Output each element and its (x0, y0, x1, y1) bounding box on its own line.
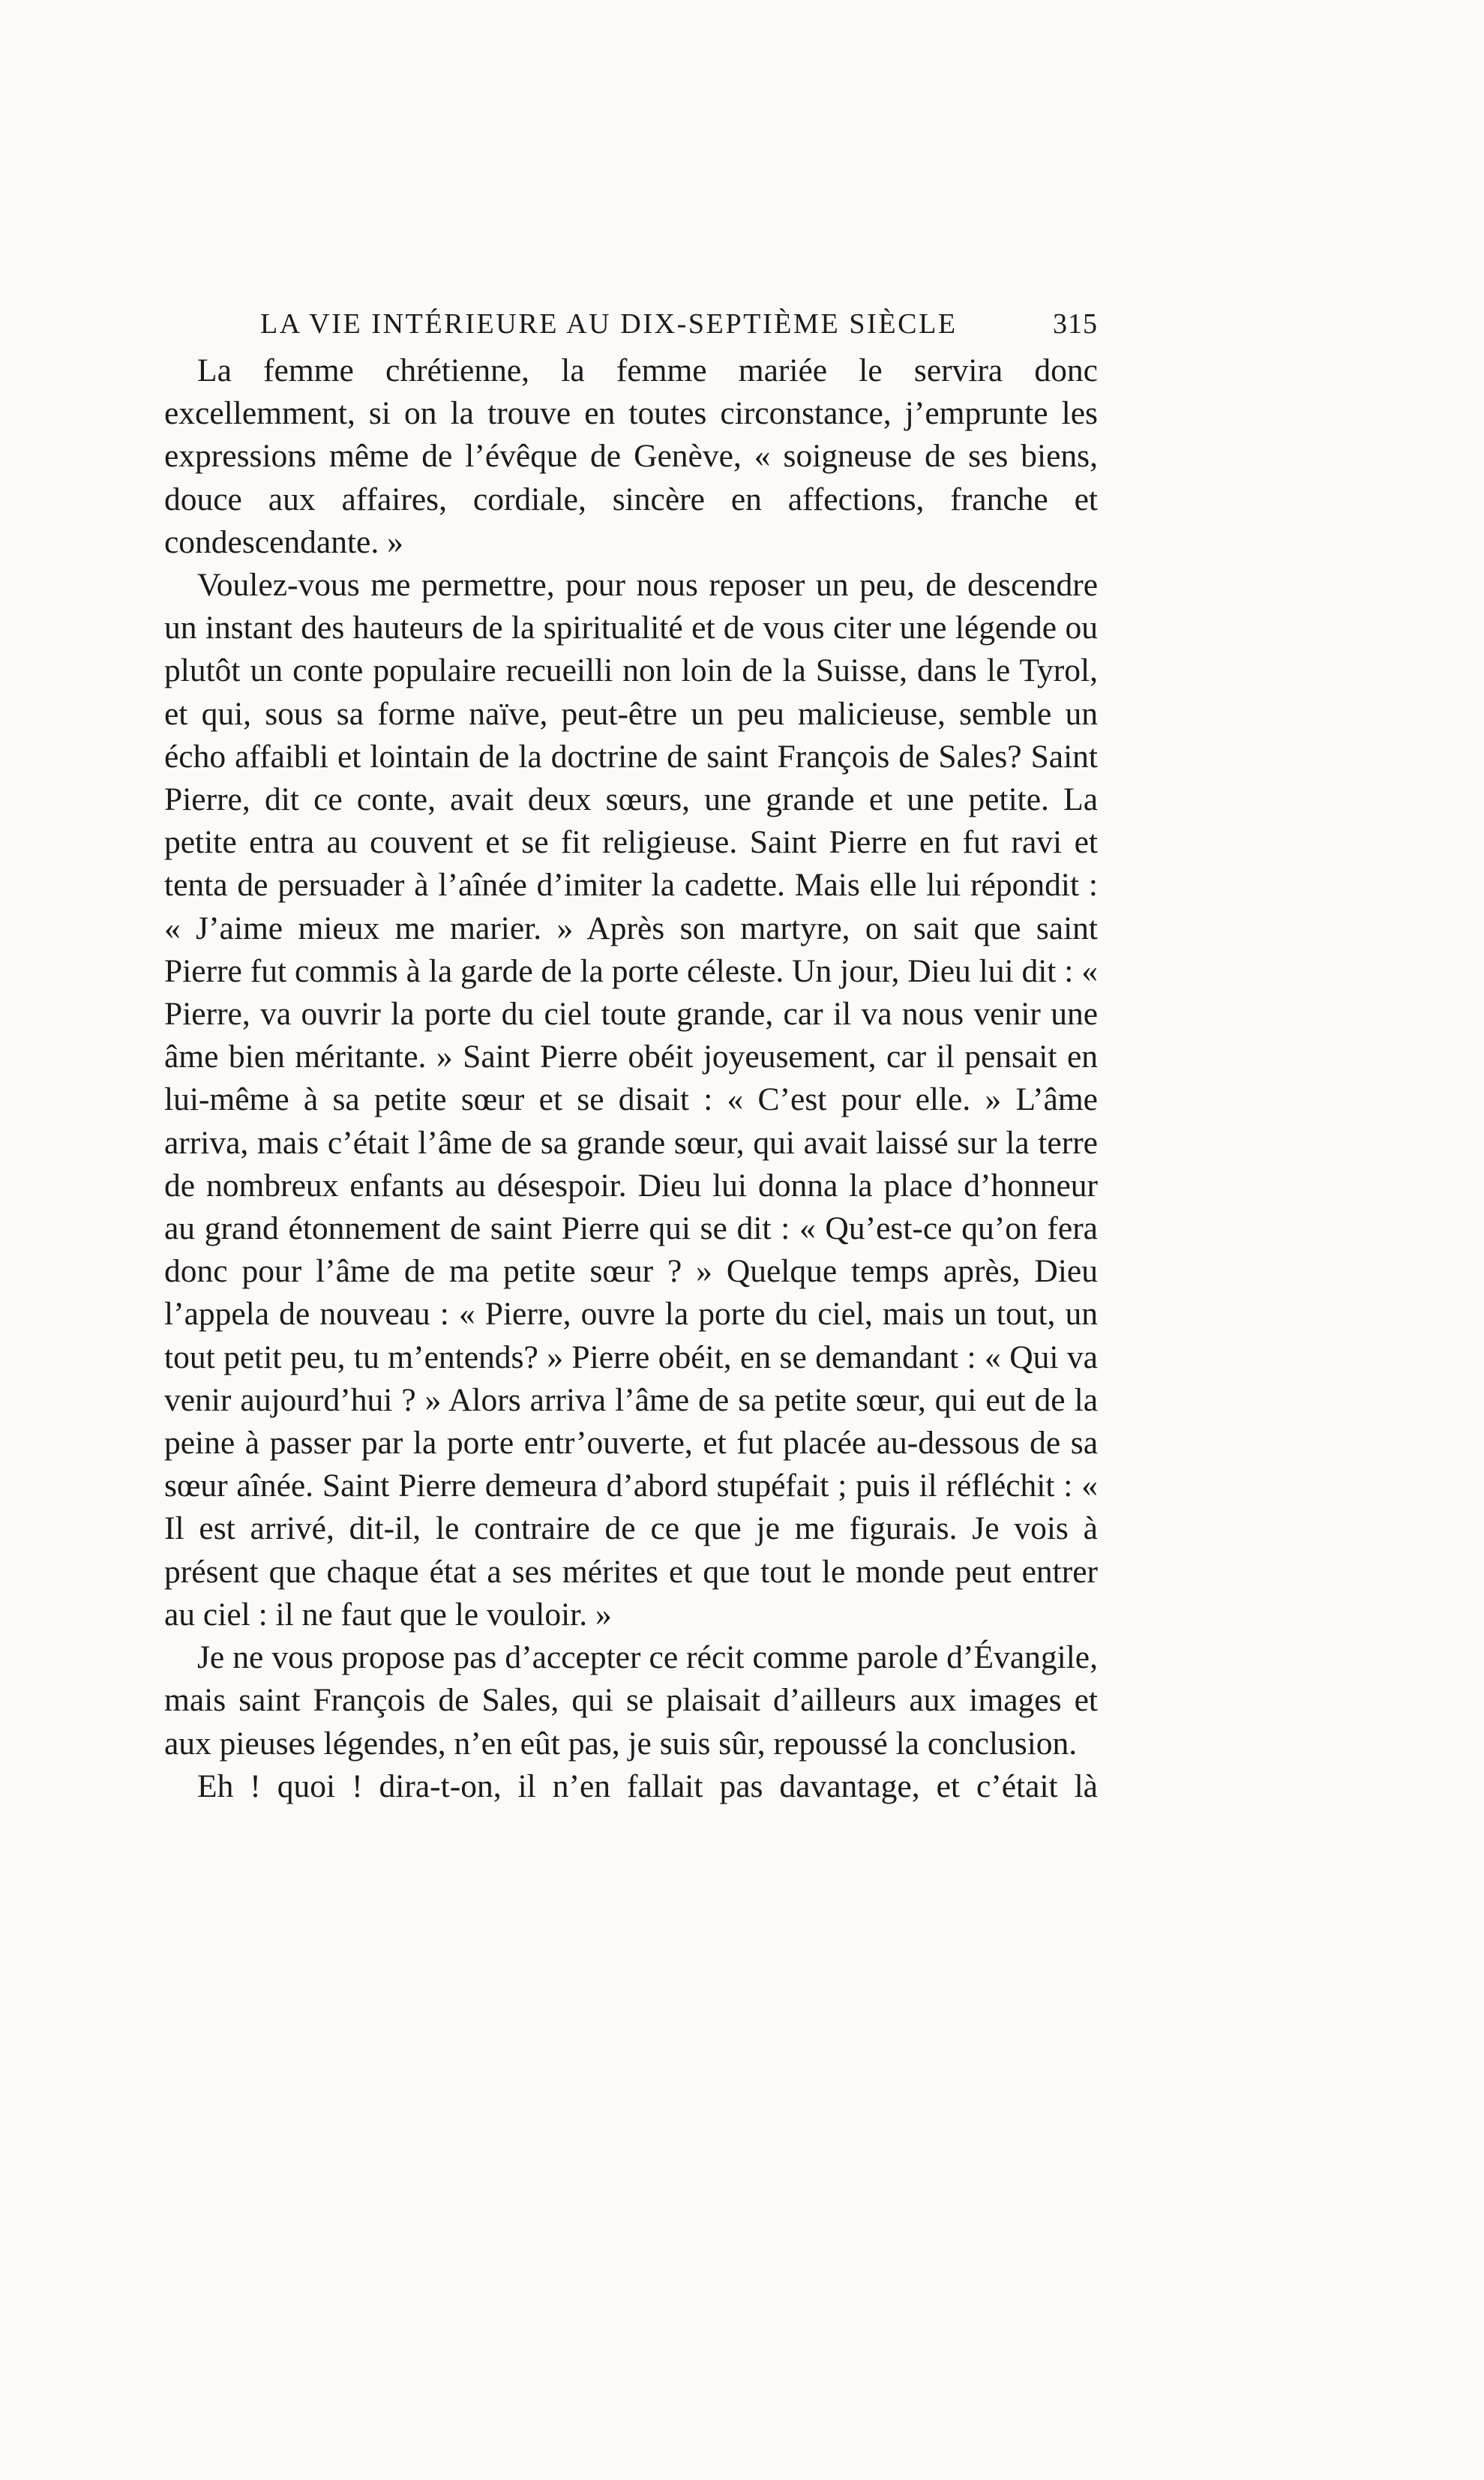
book-page (164, 307, 1098, 1808)
paragraph: Voulez-vous me permettre, pour nous reposer un peu, de descendre un instant des hauteurs de la spiritualité et de vous citer une légende ou plutôt un conte populaire recueilli non loin de la Suisse, dans le Tyrol, et qui, sous sa forme naïve, peut-être un peu malicieuse, semble un écho affaibli et lointain de la doctrine de saint François de Sales? Saint Pierre, dit ce conte, avait deux sœurs, une grande et une petite. La petite entra au couvent et se fit religieuse. Saint Pierre en fut ravi et tenta de persuader à l’aînée d’imiter la cadette. Mais elle lui répondit : « J’aime mieux me marier. » Après son martyre, on sait que saint Pierre fut commis à la garde de la porte céleste. Un jour, Dieu lui dit : « Pierre, va ouvrir la porte du ciel toute grande, car il va nous venir une âme bien méritante. » Saint Pierre obéit joyeusement, car il pensait en lui-même à sa petite sœur et se disait : « C’est pour elle. » L’âme arriva, mais c’était l’âme de sa grande sœur, qui avait laissé sur la terre de nombreux enfants au désespoir. Dieu lui donna la place d’honneur au grand étonnement de saint Pierre qui se dit : « Qu’est-ce qu’on fera donc pour l’âme de ma petite sœur ? » Quelque temps après, Dieu l’appela de nouveau : « Pierre, ouvre la porte du ciel, mais un tout, un tout petit peu, tu m’entends? » Pierre obéit, en se demandant : « Qui va venir aujourd’hui ? » Alors arriva l’âme de sa petite sœur, qui eut de la peine à passer par la porte entr’ouverte, et fut placée au-dessous de sa sœur aînée. Saint Pierre demeura d’abord stupéfait ; puis il réfléchit : « Il est arrivé, dit-il, le contraire de ce que je me figurais. Je vois à présent que chaque état a ses mérites et que tout le monde peut entrer au ciel : il ne faut que le vouloir. » (164, 567, 1098, 1633)
paragraph: Eh ! quoi ! dira-t-on, il n’en fallait pas davantage, et c’était là (197, 1768, 1098, 1804)
running-head (260, 307, 1098, 352)
paragraph: Je ne vous propose pas d’accepter ce récit comme parole d’Évangile, mais saint François de Sales, qui se plaisait d’ailleurs aux images et aux pieuses légendes, n’en eût pas, je suis sûr, repoussé la conclusion. (164, 1639, 1098, 1762)
paragraph: La femme chrétienne, la femme mariée le servira donc excellemment, si on la trouve en toutes circonstance, j’emprunte les expressions même de l’évêque de Genève, « soigneuse de ses biens, douce aux affaires, cordiale, sincère en affections, franche et condescendante. » (164, 352, 1098, 560)
body-text (164, 349, 1098, 1808)
running-title: LA VIE INTÉRIEURE AU DIX-SEPTIÈME SIÈCLE (260, 308, 958, 340)
page-number: 315 (1053, 308, 1098, 340)
